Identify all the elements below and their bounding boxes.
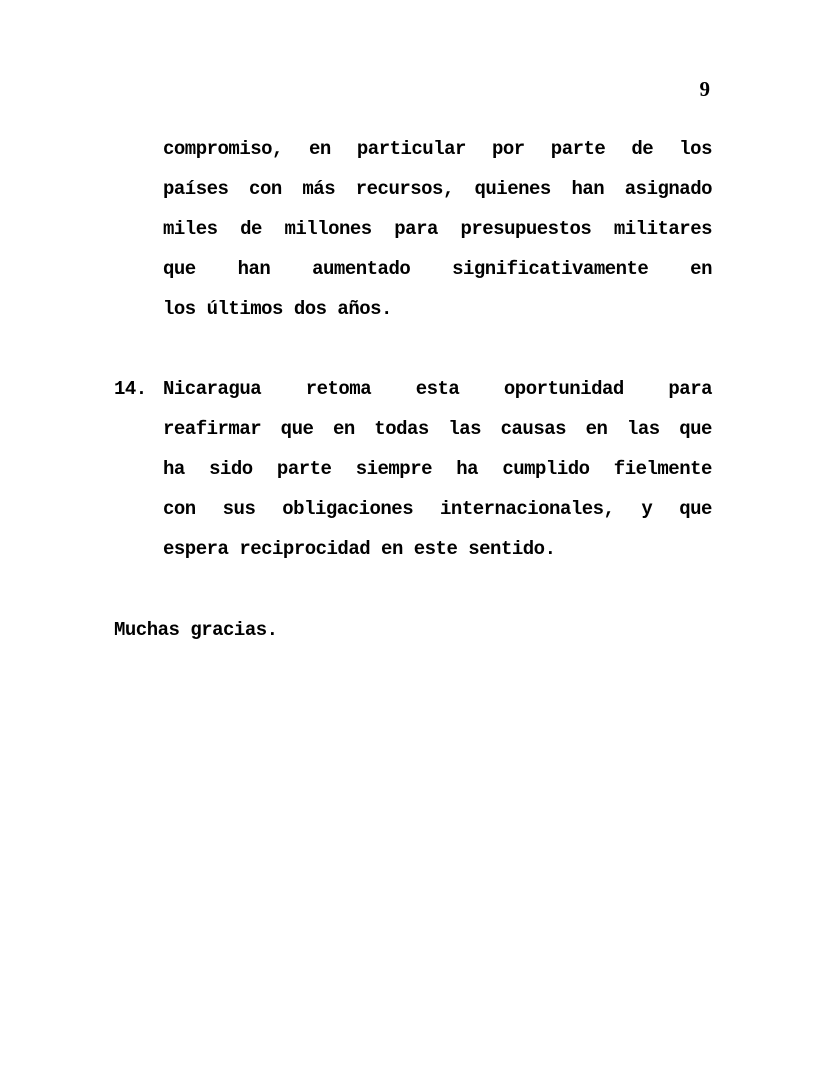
text-line: [163, 177, 712, 201]
word: ha: [456, 458, 479, 480]
text-line: espera reciprocidad en este sentido.: [163, 538, 556, 560]
word: obligaciones: [282, 498, 414, 520]
word: millones: [284, 218, 372, 240]
word: sido: [209, 458, 253, 480]
word: recursos,: [355, 178, 454, 200]
text-line: [163, 137, 712, 161]
word: de: [631, 138, 654, 160]
word: los: [679, 138, 712, 160]
word: oportunidad: [503, 378, 624, 400]
word: asignado: [624, 178, 712, 200]
word: han: [237, 258, 271, 280]
word: presupuestos: [460, 218, 592, 240]
text-line: [163, 217, 712, 241]
closing-text: Muchas gracias.: [114, 619, 278, 641]
word: países: [163, 178, 229, 200]
word: en: [690, 258, 712, 280]
word: aumentado: [312, 258, 411, 280]
word: con: [249, 178, 282, 200]
word: reafirmar: [163, 418, 262, 440]
word: de: [240, 218, 262, 240]
word: todas: [374, 418, 429, 440]
word: han: [571, 178, 605, 200]
word: retoma: [305, 378, 372, 400]
word: más: [302, 178, 336, 200]
word: Nicaragua: [163, 378, 262, 400]
paragraph-14-number: 14.: [114, 378, 147, 400]
text-line: [163, 377, 712, 401]
word: en: [585, 418, 608, 440]
text-line: [163, 257, 712, 281]
word: para: [668, 378, 712, 400]
word: en: [332, 418, 355, 440]
word: que: [280, 418, 314, 440]
word: significativamente: [452, 258, 649, 280]
word: causas: [500, 418, 567, 440]
word: ha: [163, 458, 185, 480]
word: compromiso,: [163, 138, 283, 160]
word: internacionales,: [440, 498, 615, 520]
text-line: [163, 417, 712, 441]
word: miles: [163, 218, 218, 240]
word: fielmente: [613, 458, 712, 480]
word: en: [309, 138, 331, 160]
word: quienes: [474, 178, 551, 200]
word: las: [626, 418, 660, 440]
word: particular: [356, 138, 466, 160]
word: con: [163, 498, 196, 520]
word: militares: [613, 218, 712, 240]
word: y: [641, 498, 653, 520]
text-line: [163, 497, 712, 521]
word: que: [679, 418, 712, 440]
word: parte: [276, 458, 332, 480]
word: esta: [415, 378, 460, 400]
word: por: [492, 138, 525, 160]
word: cumplido: [502, 458, 590, 480]
word: para: [394, 218, 438, 240]
word: que: [163, 258, 196, 280]
text-line: los últimos dos años.: [163, 298, 392, 320]
word: parte: [550, 138, 606, 160]
page-number: 9: [699, 77, 710, 101]
word: que: [679, 498, 712, 520]
word: las: [448, 418, 482, 440]
word: siempre: [355, 458, 433, 480]
word: sus: [222, 498, 256, 520]
text-line: [163, 457, 712, 481]
